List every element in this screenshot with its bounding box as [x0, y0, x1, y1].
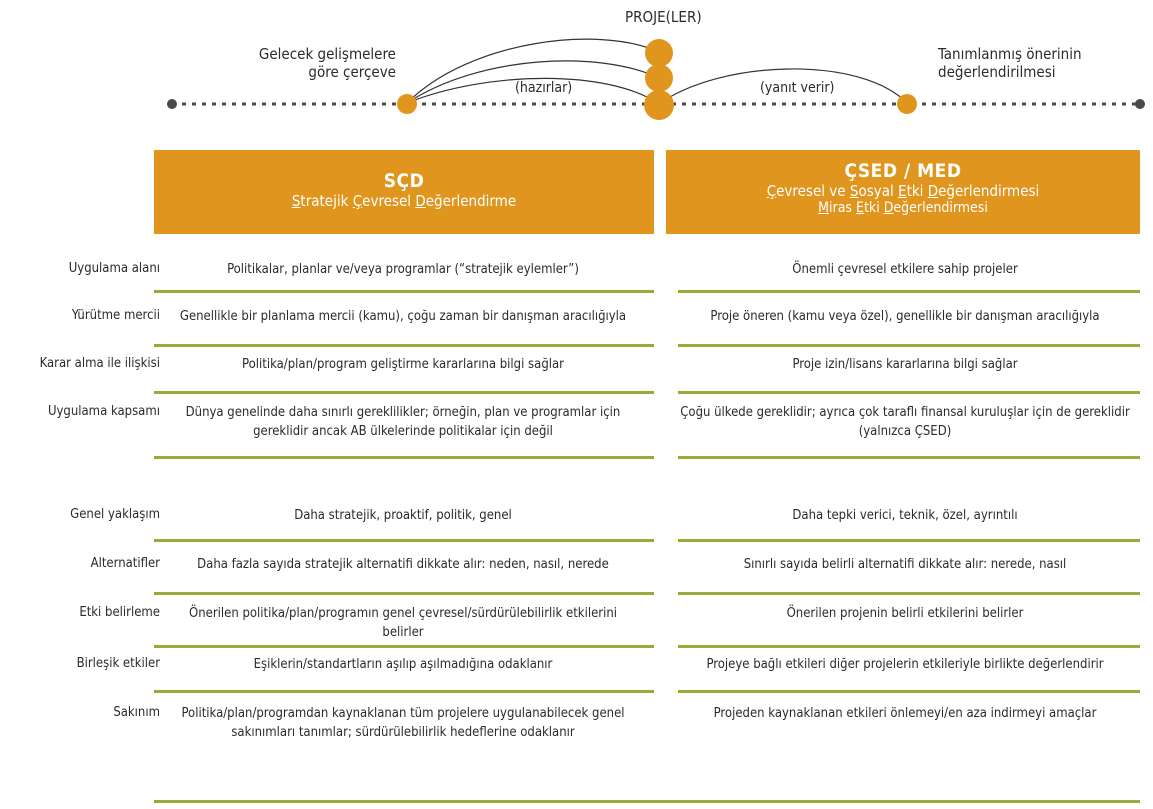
sea-cell: Politikalar, planlar ve/veya programlar (“stratejik eylemler”) — [227, 262, 579, 277]
header-word-rest: evresel ve — [776, 182, 850, 200]
header-initial: S — [291, 192, 301, 210]
eia-full-name — [666, 182, 1140, 200]
row-divider-right — [678, 592, 1140, 595]
left-label — [236, 45, 396, 81]
row-divider-right — [678, 456, 1140, 459]
row-divider-left — [154, 344, 654, 347]
sea-cell: Genellikle bir planlama mercii (kamu), çoğu zaman bir danışman aracılığıyla — [179, 309, 627, 324]
sea-point — [397, 94, 417, 114]
eia-abbr: ÇSED / MED — [844, 160, 962, 182]
eia-cell: Çoğu ülkede gereklidir; ayrıca çok taraflı finansal kuruluşlar için de gereklidir (yalnızca ÇSED) — [680, 405, 1130, 439]
row-label: Etki belirleme — [79, 605, 160, 620]
row-divider-left — [154, 391, 654, 394]
row-divider-right — [678, 645, 1140, 648]
eia-cell: Daha tepki verici, teknik, özel, ayrıntılı — [792, 508, 1018, 523]
timeline-start-dot — [167, 99, 177, 109]
eia-cell: Projeye bağlı etkileri diğer projelerin etkileriyle birlikte değerlendirir — [706, 657, 1104, 672]
eia-cell: Proje izin/lisans kararlarına bilgi sağlar — [792, 357, 1018, 372]
sea-cell: Eşiklerin/standartların aşılıp aşılmadığına odaklanır — [253, 657, 553, 672]
sea-cell: Daha stratejik, proaktif, politik, genel — [294, 508, 512, 523]
header-word-rest: eğerlendirmesi — [938, 182, 1040, 200]
row-divider-right — [678, 690, 1140, 693]
header-initial: M — [818, 200, 830, 216]
eia-sub-name — [666, 200, 1140, 216]
header-word-rest: tki — [863, 200, 884, 216]
row-divider-left — [154, 592, 654, 595]
prepares-label: (hazırlar) — [515, 80, 573, 96]
row-label: Sakınım — [113, 705, 160, 720]
sea-full-name — [154, 192, 654, 210]
eia-cell: Sınırlı sayıda belirli alternatifi dikkate alır: nerede, nasıl — [743, 557, 1067, 572]
sea-cell: Politika/plan/programdan kaynaklanan tüm projelere uygulanabilecek genel sakınımları tanımlar; sürdürülebilirlik hedeflerine odaklanır — [181, 706, 625, 740]
eia-cell: Projeden kaynaklanan etkileri önlemeyi/en aza indirmeyi amaçlar — [713, 706, 1097, 721]
row-label: Genel yaklaşım — [70, 507, 160, 522]
row-divider-left — [154, 456, 654, 459]
project-circle-2 — [645, 64, 673, 92]
row-divider-right — [678, 290, 1140, 293]
row-divider-right — [678, 344, 1140, 347]
project-circle-1 — [645, 39, 673, 67]
bottom-divider — [154, 800, 1140, 803]
sea-cell: Politika/plan/program geliştirme kararlarına bilgi sağlar — [242, 357, 564, 372]
sea-header — [154, 150, 654, 234]
projects-label: PROJE(LER) — [625, 8, 702, 26]
header-initial: D — [415, 192, 426, 210]
right-label-line2: değerlendirilmesi — [938, 63, 1056, 81]
sea-cell: Daha fazla sayıda stratejik alternatifi dikkate alır: neden, nasıl, nerede — [197, 557, 609, 572]
row-label: Uygulama kapsamı — [47, 404, 160, 419]
header-initial: S — [849, 182, 859, 200]
row-label: Yürütme mercii — [71, 308, 160, 323]
header-initial: Ç — [352, 192, 363, 210]
header-word-rest: tki — [906, 182, 928, 200]
row-label: Alternatifler — [90, 556, 160, 571]
sea-cell: Dünya genelinde daha sınırlı gereklilikler; örneğin, plan ve programlar için gereklidir ancak AB ülkelerinde politikalar için değil — [185, 405, 621, 439]
header-word-rest: osyal — [858, 182, 899, 200]
responds-label: (yanıt verir) — [760, 80, 835, 96]
eia-cell: Proje öneren (kamu veya özel), genellikle bir danışman aracılığıyla — [710, 309, 1100, 324]
row-label: Karar alma ile ilişkisi — [39, 356, 160, 371]
right-label-line1: Tanımlanmış önerinin — [938, 45, 1082, 63]
header-initial: E — [898, 182, 907, 200]
row-divider-left — [154, 290, 654, 293]
header-word-rest: eğerlendirmesi — [893, 200, 988, 216]
header-word-rest: tratejik — [300, 192, 353, 210]
header-initial: E — [856, 200, 864, 216]
row-label: Uygulama alanı — [68, 261, 160, 276]
eia-cell: Önerilen projenin belirli etkilerini belirler — [786, 606, 1024, 621]
header-initial: Ç — [766, 182, 777, 200]
eia-header — [666, 150, 1140, 234]
header-word-rest: iras — [829, 200, 856, 216]
header-word-rest: eğerlendirme — [425, 192, 517, 210]
left-label-line1: Gelecek gelişmelere — [258, 45, 396, 63]
sea-abbr: SÇD — [383, 170, 425, 192]
eia-point — [897, 94, 917, 114]
timeline-end-dot — [1135, 99, 1145, 109]
row-divider-left — [154, 645, 654, 648]
project-circle-3 — [644, 90, 674, 120]
row-divider-left — [154, 539, 654, 542]
row-divider-right — [678, 539, 1140, 542]
header-initial: D — [883, 200, 894, 216]
left-label-line2: göre çerçeve — [308, 63, 396, 81]
right-label — [938, 45, 1082, 81]
sea-cell: Önerilen politika/plan/programın genel çevresel/sürdürülebilirlik etkilerini belirler — [189, 606, 617, 640]
header-initial: D — [927, 182, 939, 200]
row-divider-left — [154, 690, 654, 693]
row-divider-right — [678, 391, 1140, 394]
row-label: Birleşik etkiler — [76, 656, 160, 671]
header-word-rest: evresel — [362, 192, 416, 210]
eia-cell: Önemli çevresel etkilere sahip projeler — [792, 262, 1018, 277]
